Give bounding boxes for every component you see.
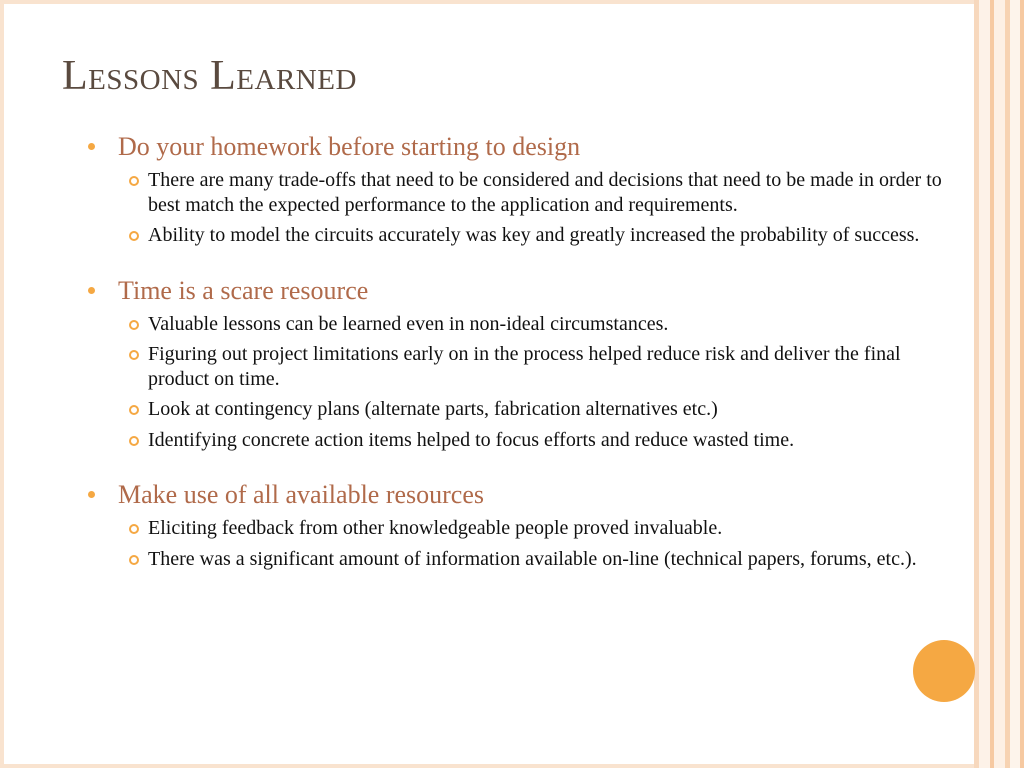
bullet-dot-icon	[88, 287, 95, 294]
section-heading: Do your homework before starting to design	[118, 132, 581, 161]
bullet-level2	[88, 168, 948, 217]
bullet-dot-icon	[88, 491, 95, 498]
bullet-text: There are many trade-offs that need to be considered and decisions that need to be made in order to best match the expected performance to the application and requirements.	[148, 169, 942, 216]
bullet-ring-icon	[129, 436, 139, 446]
bullet-ring-icon	[129, 231, 139, 241]
bullet-ring-icon	[129, 524, 139, 534]
decorative-circle	[913, 640, 975, 702]
bullet-ring-icon	[129, 350, 139, 360]
bullet-text: There was a significant amount of information available on-line (technical papers, forums, etc.).	[148, 547, 917, 570]
slide-content	[88, 130, 948, 597]
section-resources	[88, 478, 948, 571]
bullet-text: Ability to model the circuits accurately was key and greatly increased the probability of success.	[148, 224, 920, 246]
bullet-level1	[88, 130, 948, 164]
bullet-ring-icon	[129, 320, 139, 330]
bullet-level2	[88, 312, 948, 337]
bullet-text: Valuable lessons can be learned even in non-ideal circumstances.	[148, 312, 669, 335]
bullet-level1	[88, 478, 948, 512]
bullet-text: Look at contingency plans (alternate parts, fabrication alternatives etc.)	[148, 398, 718, 420]
bullet-level2	[88, 397, 948, 422]
bullet-dot-icon	[88, 143, 95, 150]
bullet-text: Identifying concrete action items helped to focus efforts and reduce wasted time.	[148, 428, 795, 451]
section-heading: Make use of all available resources	[118, 480, 485, 509]
bullet-level1	[88, 274, 948, 308]
section-homework	[88, 130, 948, 248]
bullet-ring-icon	[129, 555, 139, 565]
section-time	[88, 274, 948, 453]
bullet-text: Eliciting feedback from other knowledgeable people proved invaluable.	[148, 517, 723, 539]
bullet-level2	[88, 342, 948, 391]
decorative-stripes	[974, 0, 1024, 768]
bullet-level2	[88, 223, 948, 248]
bullet-level2	[88, 516, 948, 541]
slide-title: Lessons Learned	[62, 53, 357, 99]
bullet-ring-icon	[129, 405, 139, 415]
bullet-ring-icon	[129, 176, 139, 186]
section-heading: Time is a scare resource	[118, 275, 369, 305]
bullet-level2	[88, 428, 948, 453]
bullet-text: Figuring out project limitations early on in the process helped reduce risk and deliver the final product on time.	[148, 343, 901, 390]
bullet-level2	[88, 547, 948, 572]
